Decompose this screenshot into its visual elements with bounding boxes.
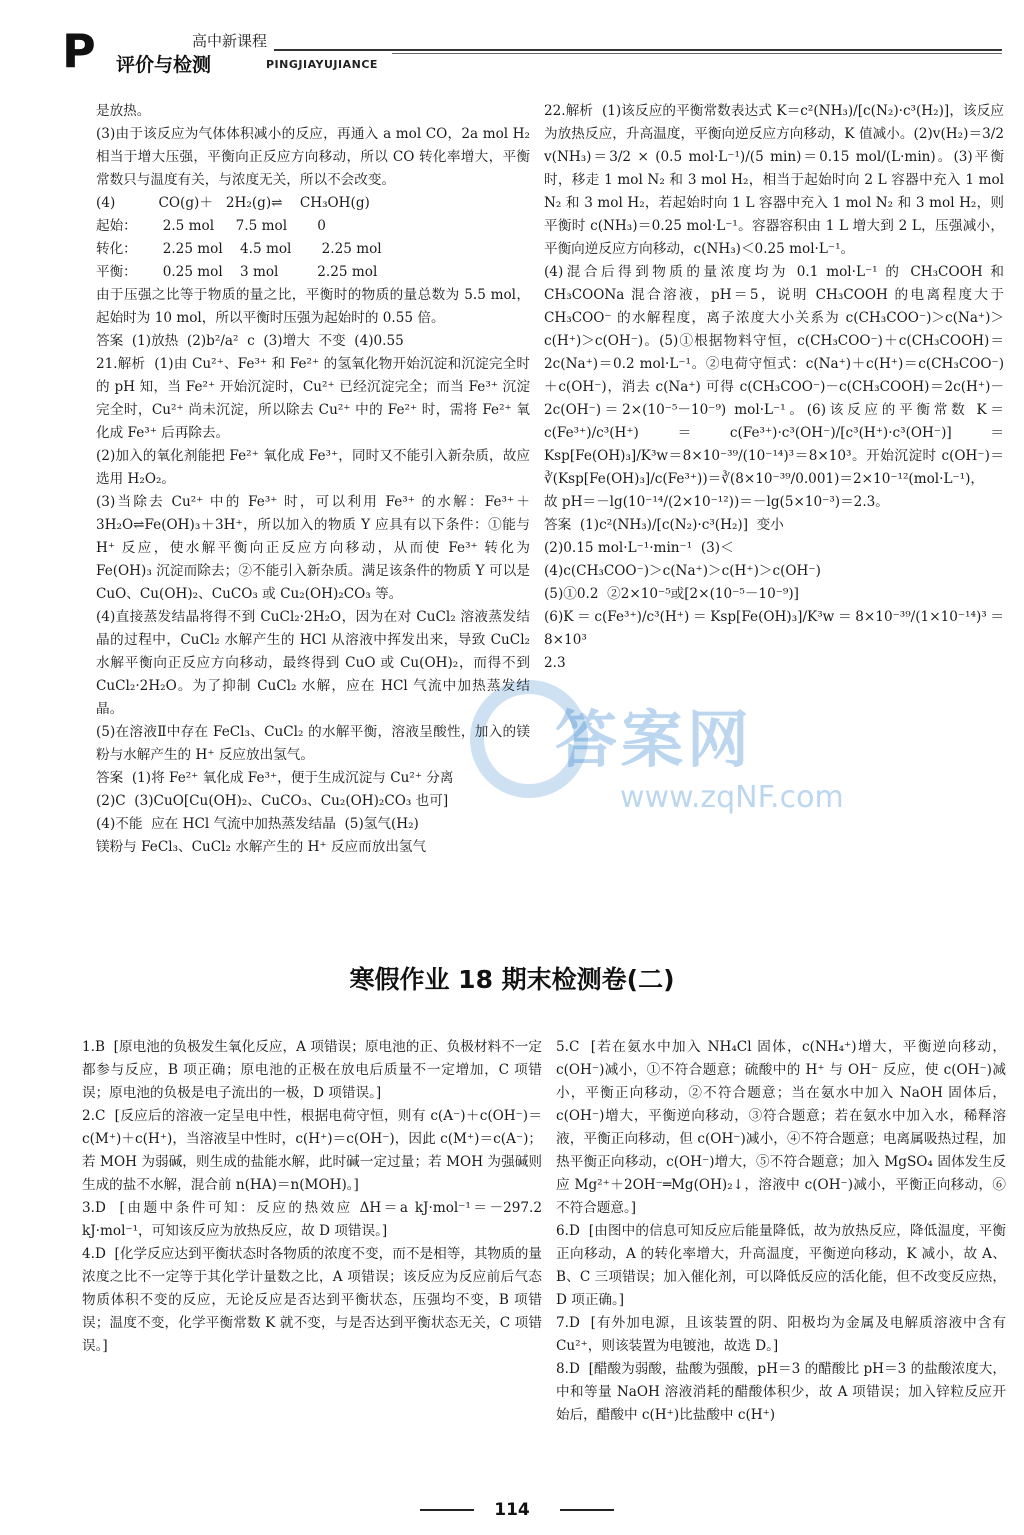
paragraph: 起始： 2.5 mol 7.5 mol 0 xyxy=(96,218,326,234)
answer-line: (5)①0.2 ②2×10⁻⁵或[2×(10⁻⁵－10⁻⁹)] xyxy=(544,586,799,602)
watermark-url: www.zqNF.com xyxy=(620,780,844,815)
paragraph: 6.D [由图中的信息可知反应后能量降低，故为放热反应，降低温度，平衡正向移动，A 的转化率增大，升高温度，平衡逆向移动，K 减小，故 A、B、C 三项错误；加入催化剂，可以降低反应的活化能，但不改变反应热，D 项正确。] xyxy=(556,1223,1006,1308)
header-rule-thin xyxy=(392,53,1002,54)
left-column xyxy=(96,100,535,859)
page-number: 114 xyxy=(494,1500,530,1520)
answer-line: 2.3 xyxy=(544,655,566,671)
paragraph: 4.D [化学反应达到平衡状态时各物质的浓度不变，而不是相等，其物质的量浓度之比不一定等于其化学计量数之比，A 项错误；该反应为反应前后气态物质体积不变的反应，无论反应是否达到平衡状态，压强均不变，B 项错误；温度不变，化学平衡常数 K 就不变，与是否达到平衡状态无关，C 项错误。] xyxy=(82,1246,542,1354)
paragraph: (3)当除去 Cu²⁺ 中的 Fe³⁺ 时，可以利用 Fe³⁺ 的水解：Fe³⁺＋3H₂O⇌Fe(OH)₃＋3H⁺，所以加入的物质 Y 应具有以下条件：①能与 H⁺ 反应，使水解平衡向正反应方向移动，从而使 Fe³⁺ 转化为 Fe(OH)₃ 沉淀而除去；②不能引入新杂质。满足该条件的物质 Y 可以是 CuO、Cu(OH)₂、CuCO₃ 或 Cu₂(OH)₂CO₃ 等。 xyxy=(96,494,535,602)
header-rule xyxy=(274,49,1002,51)
right-column xyxy=(544,100,1009,675)
answer-line: 答案 (1)将 Fe²⁺ 氧化成 Fe³⁺，便于生成沉淀与 Cu²⁺ 分离 xyxy=(96,770,454,786)
paragraph: 由于压强之比等于物质的量之比，平衡时的物质的量总数为 5.5 mol，起始时为 10 mol，所以平衡时压强为起始时的 0.55 倍。 xyxy=(96,287,530,326)
paragraph: 是放热。 xyxy=(96,103,151,119)
paragraph: (4) CO(g)＋ 2H₂(g)⇌ CH₃OH(g) xyxy=(96,195,370,211)
answer-line: (6)K＝c(Fe³⁺)/c³(H⁺)＝Ksp[Fe(OH)₃]/K³w＝8×10⁻³⁹/(1×10⁻¹⁴)³＝8×10³ xyxy=(544,609,1004,648)
page-header xyxy=(44,18,1004,82)
paragraph: 故 pH＝－lg(10⁻¹⁴/(2×10⁻¹²))＝－lg(5×10⁻³)＝2.3。 xyxy=(544,494,889,510)
page-number-ornament-right xyxy=(560,1509,614,1511)
answer-line: (4)c(CH₃COO⁻)＞c(Na⁺)＞c(H⁺)＞c(OH⁻) xyxy=(544,563,821,579)
logo-letter: P xyxy=(62,24,94,78)
answer-line: 答案 (1)放热 (2)b²/a² c (3)增大 不变 (4)0.55 xyxy=(96,333,404,349)
paragraph: (5)在溶液Ⅱ中存在 FeCl₃、CuCl₂ 的水解平衡，溶液呈酸性，加入的镁粉与水解产生的 H⁺ 反应放出氢气。 xyxy=(96,724,530,763)
answer-line: (2)0.15 mol·L⁻¹·min⁻¹ (3)＜ xyxy=(544,540,734,556)
answer-line: 答案 (1)c²(NH₃)/[c(N₂)·c³(H₂)] 变小 xyxy=(544,517,784,533)
brand-label: 评价与检测 xyxy=(116,54,212,76)
series-label: 高中新课程 xyxy=(192,32,268,50)
paragraph: 平衡： 0.25 mol 3 mol 2.25 mol xyxy=(96,264,378,280)
paragraph: 3.D [由题中条件可知：反应的热效应 ΔH＝a kJ·mol⁻¹＝－297.2 kJ·mol⁻¹，可知该反应为放热反应，故 D 项错误。] xyxy=(82,1200,547,1239)
paragraph: 转化： 2.25 mol 4.5 mol 2.25 mol xyxy=(96,241,382,257)
paragraph: 22.解析 (1)该反应的平衡常数表达式 K＝c²(NH₃)/[c(N₂)·c³(H₂)]，该反应为放热反应，升高温度，平衡向逆反应方向移动，K 值减小。(2)v(H₂)＝3/2 v(NH₃)＝3/2 × (0.5 mol·L⁻¹)/(5 min)＝0.15 mol/(L·min)。(3)平衡时，移走 1 mol N₂ 和 3 mol H₂，相当于起始时向 2 L 容器中充入 1 mol N₂ 和 3 mol H₂，若起始时向 1 L 容器中充入 1 mol N₂ 和 3 mol H₂，则平衡时 c(NH₃)＝0.25 mol·L⁻¹。容器容积由 1 L 增大到 2 L，压强减小，平衡向逆反应方向移动，c(NH₃)＜0.25 mol·L⁻¹。 xyxy=(544,103,1009,257)
brand-pinyin: PINGJIAYUJIANCE xyxy=(266,58,378,71)
left-column-2 xyxy=(82,1036,547,1358)
paragraph: 21.解析 (1)由 Cu²⁺、Fe³⁺ 和 Fe²⁺ 的氢氧化物开始沉淀和沉淀完全时的 pH 知，当 Fe²⁺ 开始沉淀时，Cu²⁺ 已经沉淀完全；而当 Fe³⁺ 沉淀完全时，Cu²⁺ 尚未沉淀，所以除去 Cu²⁺ 中的 Fe²⁺ 时，需将 Fe²⁺ 氧化成 Fe³⁺ 后再除去。 xyxy=(96,356,530,441)
paragraph: (4)混合后得到物质的量浓度均为 0.1 mol·L⁻¹ 的 CH₃COOH 和 CH₃COONa 混合溶液，pH＝5，说明 CH₃COOH 的电离程度大于 CH₃COO⁻ 的水解程度，离子浓度大小关系为 c(CH₃COO⁻)＞c(Na⁺)＞c(H⁺)＞c(OH⁻)。(5)①根据物料守恒，c(CH₃COO⁻)＋c(CH₃COOH)＝2c(Na⁺)＝0.2 mol·L⁻¹。②电荷守恒式：c(Na⁺)＋c(H⁺)＝c(CH₃COO⁻)＋c(OH⁻)，消去 c(Na⁺) 可得 c(CH₃COO⁻)－c(CH₃COOH)＝2c(H⁺)－2c(OH⁻)＝2×(10⁻⁵－10⁻⁹) mol·L⁻¹。(6)该反应的平衡常数 K＝c(Fe³⁺)/c³(H⁺)＝c(Fe³⁺)·c³(OH⁻)/[c³(H⁺)·c³(OH⁻)]＝Ksp[Fe(OH)₃]/K³w＝8×10⁻³⁹/(10⁻¹⁴)³＝8×10³。开始沉淀时 c(OH⁻)＝∛(Ksp[Fe(OH)₃]/c(Fe³⁺))＝∛(8×10⁻³⁹/0.001)＝2×10⁻¹²(mol·L⁻¹)， xyxy=(544,264,1009,487)
paragraph: 2.C [反应后的溶液一定呈电中性，根据电荷守恒，则有 c(A⁻)＋c(OH⁻)＝c(M⁺)＋c(H⁺)，当溶液呈中性时，c(H⁺)＝c(OH⁻)，因此 c(M⁺)＝c(A⁻)；若 MOH 为弱碱，则生成的盐能水解，此时碱一定过量；若 MOH 为强碱则生成的盐不水解，混合前 n(HA)＝n(MOH)。] xyxy=(82,1108,542,1193)
paragraph: (2)加入的氧化剂能把 Fe²⁺ 氧化成 Fe³⁺，同时又不能引入新杂质，故应选用 H₂O₂。 xyxy=(96,448,530,487)
right-column-2 xyxy=(556,1036,1011,1427)
answer-line: (4)不能 应在 HCl 气流中加热蒸发结晶 (5)氢气(H₂) xyxy=(96,816,419,832)
section-title: 寒假作业 18 期末检测卷(二) xyxy=(349,965,675,994)
paragraph: 7.D [有外加电源，且该装置的阴、阳极均为金属及电解质溶液中含有 Cu²⁺，则该装置为电镀池，故选 D。] xyxy=(556,1315,1011,1354)
watermark-text: 答案网 xyxy=(555,703,754,776)
paragraph: (4)直接蒸发结晶将得不到 CuCl₂·2H₂O，因为在对 CuCl₂ 溶液蒸发结晶的过程中，CuCl₂ 水解产生的 HCl 从溶液中挥发出来，导致 CuCl₂ 水解平衡向正反应方向移动，最终得到 CuO 或 Cu(OH)₂，而得不到 CuCl₂·2H₂O。为了抑制 CuCl₂ 水解，应在 HCl 气流中加热蒸发结晶。 xyxy=(96,609,535,717)
paragraph: 1.B [原电池的负极发生氧化反应，A 项错误；原电池的正、负极材料不一定都参与反应，B 项正确；原电池的正极在放电后质量不一定增加，C 项错误；原电池的负极是电子流出的一极，D 项错误。] xyxy=(82,1039,542,1101)
answer-line: 镁粉与 FeCl₃、CuCl₂ 水解产生的 H⁺ 反应而放出氢气 xyxy=(96,839,427,855)
answer-line: (2)C (3)CuO[Cu(OH)₂、CuCO₃、Cu₂(OH)₂CO₃ 也可] xyxy=(96,793,449,809)
paragraph: 8.D [醋酸为弱酸，盐酸为强酸，pH＝3 的醋酸比 pH＝3 的盐酸浓度大，中和等量 NaOH 溶液消耗的醋酸体积少，故 A 项错误；加入锌粒反应开始后，醋酸中 c(H⁺)比盐酸中 c(H⁺) xyxy=(556,1361,1006,1423)
paragraph: (3)由于该反应为气体体积减小的反应，再通入 a mol CO，2a mol H₂ 相当于增大压强，平衡向正反应方向移动，所以 CO 转化率增大，平衡常数只与温度有关，与浓度无关，所以不会改变。 xyxy=(96,126,535,188)
paragraph: 5.C [若在氨水中加入 NH₄Cl 固体，c(NH₄⁺)增大，平衡逆向移动，c(OH⁻)减小，①不符合题意；硫酸中的 H⁺ 与 OH⁻ 反应，使 c(OH⁻)减小，平衡正向移动，②不符合题意；当在氨水中加入 NaOH 固体后，c(OH⁻)增大，平衡逆向移动，③符合题意；若在氨水中加入水，稀释溶液，平衡正向移动，但 c(OH⁻)减小，④不符合题意；电离属吸热过程，加热平衡正向移动，c(OH⁻)增大，⑤不符合题意；加入 MgSO₄ 固体发生反应 Mg²⁺＋2OH⁻═Mg(OH)₂↓，溶液中 c(OH⁻)减小，平衡正向移动，⑥不符合题意。] xyxy=(556,1039,1006,1216)
